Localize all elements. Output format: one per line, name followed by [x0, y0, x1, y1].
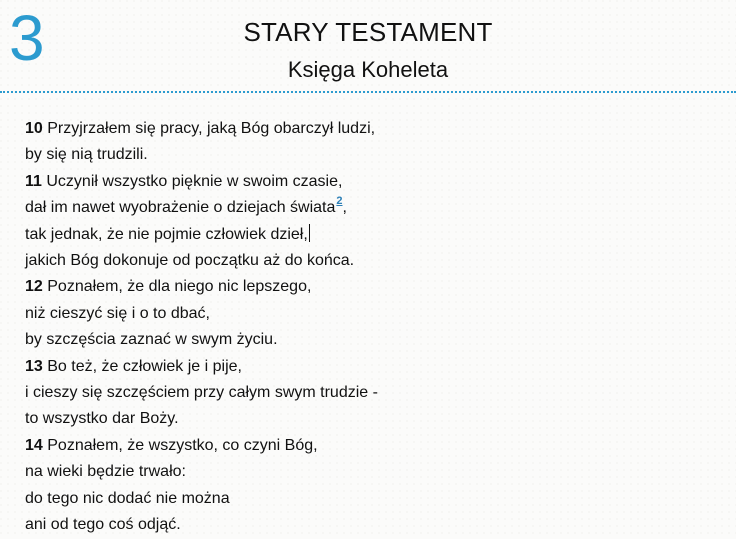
verse-number-14: 14 — [25, 436, 43, 454]
text-cursor — [309, 224, 310, 242]
verse-10-text-1: Przyjrzałem się pracy, jaką Bóg obarczył ludzi, — [47, 120, 376, 137]
verse-12-line-1 — [25, 274, 715, 300]
verse-11-line-2 — [25, 195, 715, 221]
verse-10-line-2: by się nią trudzili. — [25, 146, 148, 164]
verse-14-line-3: do tego nic dodać nie można — [25, 489, 230, 507]
book-title: Księga Koheleta — [287, 57, 449, 82]
header-divider — [0, 91, 736, 93]
chapter-number: 3 — [9, 2, 45, 74]
verse-12-line-3: by szczęścia zaznać w swym życiu. — [25, 331, 278, 349]
verse-13-line-1 — [25, 354, 715, 380]
verse-10-line-1 — [25, 116, 715, 142]
verse-content[interactable] — [25, 116, 715, 539]
page-header — [0, 16, 736, 84]
verse-11-text-2-punctuation: , — [342, 199, 347, 217]
verse-11-text-2: dał im nawet wyobrażenie o dziejach świata — [25, 199, 336, 217]
verse-14-line-1 — [25, 433, 715, 459]
verse-14-text-1: Poznałem, że wszystko, co czyni Bóg, — [47, 436, 318, 454]
verse-11-line-1 — [25, 169, 715, 195]
verse-13-text-1: Bo też, że człowiek je i pije, — [47, 357, 242, 375]
verse-number-11: 11 — [25, 172, 42, 190]
footnote-link-2[interactable]: 2 — [336, 195, 343, 208]
verse-12-line-2: niż cieszyć się i o to dbać, — [25, 304, 210, 322]
verse-11-text-1: Uczynił wszystko pięknie w swoim czasie, — [46, 172, 343, 190]
verse-11-text-3: tak jednak, że nie pojmie człowiek dzieł, — [25, 225, 308, 243]
verse-11-line-3 — [25, 222, 715, 248]
verse-number-12: 12 — [25, 278, 43, 296]
verse-12-text-1: Poznałem, że dla niego nic lepszego, — [47, 278, 312, 296]
testament-title: STARY TESTAMENT — [243, 17, 493, 47]
verse-14-line-2: na wieki będzie trwało: — [25, 463, 186, 481]
verse-13-line-3: to wszystko dar Boży. — [25, 410, 179, 428]
verse-number-13: 13 — [25, 357, 43, 375]
verse-11-line-4: jakich Bóg dokonuje od początku aż do końca. — [25, 252, 355, 270]
verse-13-line-2: i cieszy się szczęściem przy całym swym trudzie - — [25, 384, 378, 402]
verse-14-line-4: ani od tego coś odjąć. — [25, 516, 181, 534]
verse-number-10: 10 — [25, 120, 43, 137]
